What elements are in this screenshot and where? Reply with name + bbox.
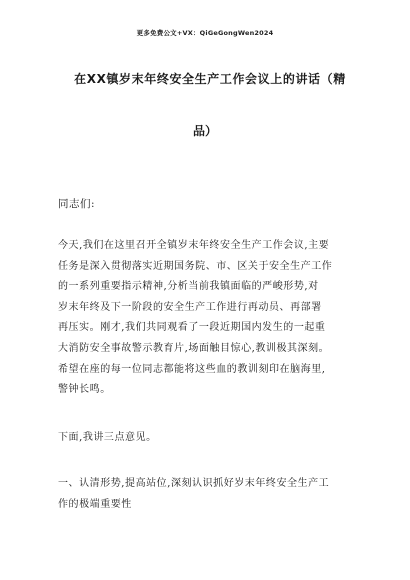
section-heading-line: 作的极端重要性 <box>58 498 132 510</box>
paragraph-line: 任务是深入贯彻落实近期国务院、市、区关于安全生产工作 <box>58 260 333 272</box>
paragraph-line: 的一系列重要指示精神,分析当前我镇面临的严峻形势,对 <box>58 281 319 293</box>
header-note: 更多免费公文+VX：QiGeGongWen2024 <box>136 29 274 37</box>
document-title-line-1: 在XX镇岁末年终安全生产工作会议上的讲话（精 <box>74 72 346 86</box>
document-title-line-2: 品） <box>192 124 217 138</box>
section-heading-line: 一、认清形势,提高站位,深刻认识抓好岁末年终安全生产工 <box>58 478 330 489</box>
paragraph-intro <box>58 428 358 449</box>
paragraph-line: 大消防安全事故警示教育片,场面触目惊心,教训极其深刻。 <box>58 342 330 354</box>
paragraph-line: 今天,我们在这里召开全镇岁末年终安全生产工作会议,主要 <box>58 240 330 251</box>
section-heading <box>58 474 358 515</box>
paragraph-line: 下面,我讲三点意见。 <box>58 432 157 443</box>
salutation: 同志们: <box>58 198 96 210</box>
paragraph-line: 再压实。刚才,我们共同观看了一段近期国内发生的一起重 <box>58 322 326 334</box>
paragraph-line: 希望在座的每一位同志都能将这些血的教训刻印在脑海里, <box>58 363 326 375</box>
paragraph-line: 岁末年终及下一阶段的安全生产工作进行再动员、再部署 <box>58 301 322 313</box>
paragraph-main <box>58 236 358 401</box>
paragraph-line: 警钟长鸣。 <box>58 384 111 396</box>
